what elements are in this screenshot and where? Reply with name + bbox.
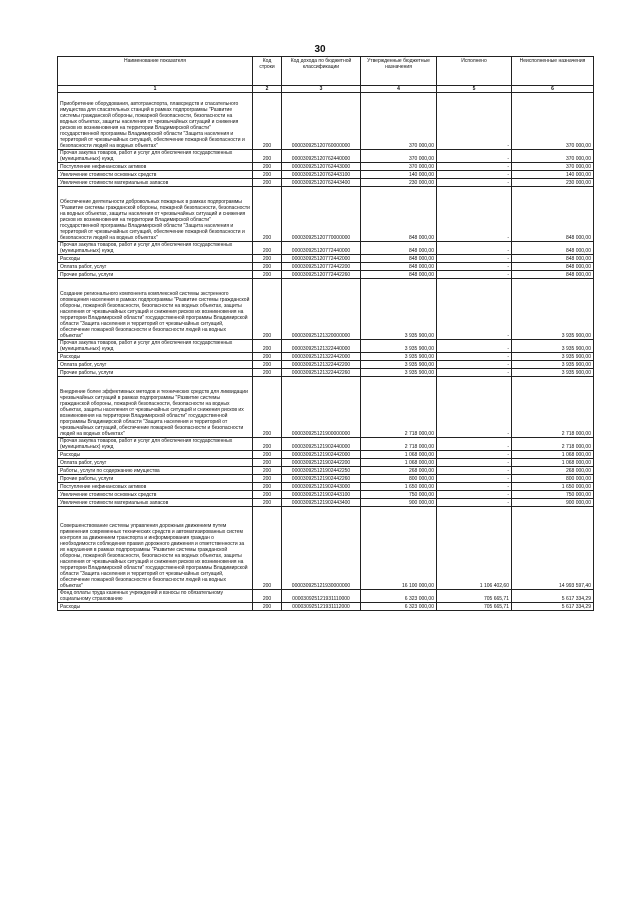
row-classification-code: 000030925121322440000 <box>282 340 361 353</box>
row-classification-code: 000030925120760000000 <box>282 93 361 150</box>
row-line-code: 200 <box>253 377 282 438</box>
row-executed-amount: - <box>437 353 512 361</box>
row-indicator-name: Обеспечение деятельности добровольных пожарных в рамках подпрограммы "Развитие системы гражданской обороны, пожарной безопасности, безопасности на водных объектах, защиты населения от чрезвычайных ситуаций и снижения рисков их возникновения на территории Владимирской области" государственной программы Владимирской области "Защита населения и территорий от чрезвычайных ситуаций, обеспечение пожарной безопасности и безопасности людей на водных объектах" <box>58 187 253 242</box>
row-executed-amount: - <box>437 242 512 255</box>
row-executed-amount: - <box>437 93 512 150</box>
row-line-code: 200 <box>253 507 282 590</box>
row-indicator-name: Создание регионального компонента комплексной системы экстренного оповещения населения в рамках подпрограммы "Развитие системы гражданской обороны, пожарной безопасности, безопасности на водных объектах, защиты населения от чрезвычайных ситуаций и снижения рисков их возникновения на территории Владимирской области" государственной программы Владимирской области "Защита населения и территорий от чрезвычайных ситуаций, обеспечение пожарной безопасности и безопасности людей на водных объектах" <box>58 279 253 340</box>
row-executed-amount: - <box>437 361 512 369</box>
row-executed-amount: 705 665,71 <box>437 603 512 611</box>
row-executed-amount: - <box>437 340 512 353</box>
row-unexecuted-amount: 848 000,00 <box>512 187 594 242</box>
row-line-code: 200 <box>253 467 282 475</box>
row-classification-code: 000030925121900000000 <box>282 377 361 438</box>
row-approved-amount: 848 000,00 <box>361 271 437 279</box>
row-unexecuted-amount: 900 000,00 <box>512 499 594 507</box>
row-executed-amount: - <box>437 171 512 179</box>
table-section-row <box>58 507 594 590</box>
column-number: 3 <box>282 86 361 93</box>
row-approved-amount: 800 000,00 <box>361 475 437 483</box>
row-executed-amount: 1 106 402,60 <box>437 507 512 590</box>
table-row <box>58 361 594 369</box>
table-row <box>58 163 594 171</box>
row-executed-amount: - <box>437 377 512 438</box>
table-row <box>58 271 594 279</box>
row-line-code: 200 <box>253 255 282 263</box>
row-line-code: 200 <box>253 179 282 187</box>
row-indicator-name: Приобретение оборудования, автотранспорта, плавсредств и спасательного имущества для спасательных станций в рамках подпрограммы "Развитие системы гражданской обороны, пожарной безопасности, безопасности на водных объектах, защиты населения от чрезвычайных ситуаций и снижения рисков их возникновения на территории Владимирской области" государственной программы Владимирской области "Защита населения и территорий от чрезвычайных ситуаций, обеспечение пожарной безопасности и безопасности людей на водных объектах" <box>58 93 253 150</box>
row-indicator-name: Расходы <box>58 353 253 361</box>
row-classification-code: 000030925120762443000 <box>282 163 361 171</box>
header-classification-code: Код дохода по бюджетной классификации <box>282 57 361 86</box>
row-unexecuted-amount: 5 617 334,29 <box>512 590 594 603</box>
row-unexecuted-amount: 848 000,00 <box>512 255 594 263</box>
row-unexecuted-amount: 268 000,00 <box>512 467 594 475</box>
row-indicator-name: Поступление нефинансовых активов <box>58 163 253 171</box>
row-unexecuted-amount: 5 617 334,29 <box>512 603 594 611</box>
column-number: 5 <box>437 86 512 93</box>
row-line-code: 200 <box>253 93 282 150</box>
row-classification-code: 000030925120772442260 <box>282 271 361 279</box>
row-line-code: 200 <box>253 263 282 271</box>
table-row <box>58 171 594 179</box>
row-approved-amount: 848 000,00 <box>361 187 437 242</box>
row-executed-amount: - <box>437 263 512 271</box>
row-line-code: 200 <box>253 171 282 179</box>
row-approved-amount: 2 718 000,00 <box>361 438 437 451</box>
table-row <box>58 491 594 499</box>
column-number: 6 <box>512 86 594 93</box>
row-approved-amount: 848 000,00 <box>361 242 437 255</box>
row-classification-code: 000030925120762440000 <box>282 150 361 163</box>
row-indicator-name: Увеличение стоимости основных средств <box>58 491 253 499</box>
row-executed-amount: - <box>437 467 512 475</box>
row-executed-amount: - <box>437 499 512 507</box>
row-unexecuted-amount: 848 000,00 <box>512 242 594 255</box>
row-classification-code: 000030925120772440000 <box>282 242 361 255</box>
row-approved-amount: 2 718 000,00 <box>361 377 437 438</box>
row-approved-amount: 268 000,00 <box>361 467 437 475</box>
row-line-code: 200 <box>253 491 282 499</box>
row-approved-amount: 1 650 000,00 <box>361 483 437 491</box>
table-row <box>58 467 594 475</box>
row-line-code: 200 <box>253 242 282 255</box>
header-unexecuted: Неисполненные назначения <box>512 57 594 86</box>
row-approved-amount: 1 068 000,00 <box>361 451 437 459</box>
row-unexecuted-amount: 370 000,00 <box>512 163 594 171</box>
row-line-code: 200 <box>253 483 282 491</box>
row-indicator-name: Прочая закупка товаров, работ и услуг для обеспечения государственных (муниципальных) нужд <box>58 340 253 353</box>
row-indicator-name: Расходы <box>58 451 253 459</box>
row-unexecuted-amount: 3 935 900,00 <box>512 353 594 361</box>
row-classification-code: 000030925120772442200 <box>282 263 361 271</box>
column-number: 4 <box>361 86 437 93</box>
row-classification-code: 000030925121902442200 <box>282 459 361 467</box>
table-row <box>58 353 594 361</box>
row-unexecuted-amount: 1 068 000,00 <box>512 459 594 467</box>
row-approved-amount: 140 000,00 <box>361 171 437 179</box>
row-indicator-name: Внедрение более эффективных методов и технических средств для ликвидации чрезвычайных ситуаций в рамках подпрограммы "Развитие системы гражданской обороны, пожарной безопасности, безопасности на водных объектах, защиты населения от чрезвычайных ситуаций и снижения рисков их возникновения на территории Владимирской области" государственной программы Владимирской области "Защита населения и территорий от чрезвычайных ситуаций, обеспечение пожарной безопасности и безопасности людей на водных объектах" <box>58 377 253 438</box>
row-executed-amount: - <box>437 369 512 377</box>
table-row <box>58 499 594 507</box>
row-unexecuted-amount: 230 000,00 <box>512 179 594 187</box>
row-unexecuted-amount: 3 935 900,00 <box>512 361 594 369</box>
row-classification-code: 000030925121902443400 <box>282 499 361 507</box>
row-classification-code: 000030925121931112000 <box>282 603 361 611</box>
table-header-row <box>58 57 594 86</box>
row-classification-code: 000030925120772442000 <box>282 255 361 263</box>
row-indicator-name: Оплата работ, услуг <box>58 361 253 369</box>
row-classification-code: 000030925121902443100 <box>282 491 361 499</box>
row-executed-amount: - <box>437 255 512 263</box>
row-approved-amount: 230 000,00 <box>361 179 437 187</box>
row-approved-amount: 6 323 000,00 <box>361 590 437 603</box>
row-unexecuted-amount: 14 993 597,40 <box>512 507 594 590</box>
table-row <box>58 179 594 187</box>
row-executed-amount: - <box>437 279 512 340</box>
header-approved: Утвержденные бюджетные назначения <box>361 57 437 86</box>
table-row <box>58 263 594 271</box>
row-unexecuted-amount: 370 000,00 <box>512 93 594 150</box>
table-row <box>58 255 594 263</box>
row-line-code: 200 <box>253 353 282 361</box>
row-line-code: 200 <box>253 187 282 242</box>
row-indicator-name: Оплата работ, услуг <box>58 459 253 467</box>
row-indicator-name: Поступление нефинансовых активов <box>58 483 253 491</box>
row-classification-code: 000030925121902442260 <box>282 475 361 483</box>
row-line-code: 200 <box>253 369 282 377</box>
column-number: 1 <box>58 86 253 93</box>
table-row <box>58 483 594 491</box>
row-indicator-name: Прочие работы, услуги <box>58 475 253 483</box>
row-approved-amount: 750 000,00 <box>361 491 437 499</box>
row-line-code: 200 <box>253 475 282 483</box>
row-indicator-name: Прочая закупка товаров, работ и услуг для обеспечения государственных (муниципальных) нужд <box>58 438 253 451</box>
row-executed-amount: - <box>437 163 512 171</box>
row-classification-code: 000030925121931110000 <box>282 590 361 603</box>
row-unexecuted-amount: 370 000,00 <box>512 150 594 163</box>
row-indicator-name: Прочие работы, услуги <box>58 271 253 279</box>
row-unexecuted-amount: 3 935 900,00 <box>512 369 594 377</box>
row-approved-amount: 848 000,00 <box>361 263 437 271</box>
row-classification-code: 000030925121902442000 <box>282 451 361 459</box>
row-indicator-name: Фонд оплаты труда казенных учреждений и взносы по обязательному социальному страхованию <box>58 590 253 603</box>
row-approved-amount: 3 935 900,00 <box>361 340 437 353</box>
row-unexecuted-amount: 1 068 000,00 <box>512 451 594 459</box>
table-row <box>58 438 594 451</box>
header-indicator-name: Наименование показателя <box>58 57 253 86</box>
column-number-row <box>58 86 594 93</box>
row-executed-amount: - <box>437 459 512 467</box>
row-line-code: 200 <box>253 459 282 467</box>
row-line-code: 200 <box>253 451 282 459</box>
row-approved-amount: 370 000,00 <box>361 93 437 150</box>
header-line-code: Код строки <box>253 57 282 86</box>
row-indicator-name: Расходы <box>58 603 253 611</box>
row-classification-code: 000030925121930000000 <box>282 507 361 590</box>
page-number: 30 <box>314 44 326 55</box>
table-row <box>58 242 594 255</box>
row-approved-amount: 900 000,00 <box>361 499 437 507</box>
row-line-code: 200 <box>253 150 282 163</box>
row-indicator-name: Работы, услуги по содержанию имущества <box>58 467 253 475</box>
row-executed-amount: - <box>437 150 512 163</box>
row-classification-code: 000030925120762443400 <box>282 179 361 187</box>
row-unexecuted-amount: 1 650 000,00 <box>512 483 594 491</box>
row-executed-amount: - <box>437 451 512 459</box>
row-classification-code: 000030925121320000000 <box>282 279 361 340</box>
row-line-code: 200 <box>253 271 282 279</box>
row-classification-code: 000030925121902442250 <box>282 467 361 475</box>
row-indicator-name: Совершенствование системы управления дорожным движением путем применения современных технических средств и автоматизированных систем контроля за движением транспорта и информирования граждан о необходимости соблюдения правил дорожного движения и ответственности за их нарушения в рамках подпрограммы "Развитие системы гражданской обороны, пожарной безопасности, безопасности на водных объектах, защиты населения от чрезвычайных ситуаций и снижения рисков их возникновения на территории Владимирской области" государственной программы Владимирской области "Защита населения и территорий от чрезвычайных ситуаций, обеспечение пожарной безопасности и безопасности людей на водных объектах" <box>58 507 253 590</box>
row-unexecuted-amount: 2 718 000,00 <box>512 438 594 451</box>
row-line-code: 200 <box>253 438 282 451</box>
row-line-code: 200 <box>253 499 282 507</box>
table-section-row <box>58 93 594 150</box>
table-row <box>58 150 594 163</box>
row-approved-amount: 3 935 900,00 <box>361 279 437 340</box>
row-indicator-name: Прочие работы, услуги <box>58 369 253 377</box>
row-classification-code: 000030925120770000000 <box>282 187 361 242</box>
row-unexecuted-amount: 2 718 000,00 <box>512 377 594 438</box>
table-section-row <box>58 279 594 340</box>
table-row <box>58 603 594 611</box>
row-approved-amount: 848 000,00 <box>361 255 437 263</box>
row-line-code: 200 <box>253 279 282 340</box>
row-executed-amount: - <box>437 483 512 491</box>
table-row <box>58 459 594 467</box>
row-indicator-name: Прочая закупка товаров, работ и услуг для обеспечения государственных (муниципальных) нужд <box>58 150 253 163</box>
table-row <box>58 340 594 353</box>
row-unexecuted-amount: 3 935 900,00 <box>512 279 594 340</box>
budget-report-table <box>57 56 594 611</box>
row-unexecuted-amount: 848 000,00 <box>512 271 594 279</box>
row-executed-amount: - <box>437 179 512 187</box>
row-line-code: 200 <box>253 340 282 353</box>
row-approved-amount: 3 935 900,00 <box>361 361 437 369</box>
column-number: 2 <box>253 86 282 93</box>
table-row <box>58 369 594 377</box>
row-classification-code: 000030925121902440000 <box>282 438 361 451</box>
row-unexecuted-amount: 140 000,00 <box>512 171 594 179</box>
row-line-code: 200 <box>253 603 282 611</box>
row-executed-amount: - <box>437 271 512 279</box>
table-body <box>58 93 594 611</box>
row-executed-amount: - <box>437 491 512 499</box>
row-indicator-name: Оплата работ, услуг <box>58 263 253 271</box>
row-indicator-name: Увеличение стоимости материальных запасов <box>58 499 253 507</box>
table-row <box>58 475 594 483</box>
row-approved-amount: 3 935 900,00 <box>361 369 437 377</box>
table-row <box>58 590 594 603</box>
row-classification-code: 000030925121902443000 <box>282 483 361 491</box>
row-classification-code: 000030925121322442260 <box>282 369 361 377</box>
row-approved-amount: 370 000,00 <box>361 150 437 163</box>
row-approved-amount: 1 068 000,00 <box>361 459 437 467</box>
row-line-code: 200 <box>253 361 282 369</box>
table-row <box>58 451 594 459</box>
row-unexecuted-amount: 848 000,00 <box>512 263 594 271</box>
row-unexecuted-amount: 750 000,00 <box>512 491 594 499</box>
header-executed: Исполнено <box>437 57 512 86</box>
row-executed-amount: 705 665,71 <box>437 590 512 603</box>
row-indicator-name: Увеличение стоимости основных средств <box>58 171 253 179</box>
table-section-row <box>58 187 594 242</box>
row-executed-amount: - <box>437 475 512 483</box>
table-section-row <box>58 377 594 438</box>
row-line-code: 200 <box>253 590 282 603</box>
row-approved-amount: 3 935 900,00 <box>361 353 437 361</box>
row-indicator-name: Прочая закупка товаров, работ и услуг для обеспечения государственных (муниципальных) нужд <box>58 242 253 255</box>
row-line-code: 200 <box>253 163 282 171</box>
row-approved-amount: 6 323 000,00 <box>361 603 437 611</box>
row-classification-code: 000030925120762443100 <box>282 171 361 179</box>
row-executed-amount: - <box>437 438 512 451</box>
row-classification-code: 000030925121322442000 <box>282 353 361 361</box>
row-approved-amount: 370 000,00 <box>361 163 437 171</box>
row-unexecuted-amount: 3 935 900,00 <box>512 340 594 353</box>
row-approved-amount: 16 100 000,00 <box>361 507 437 590</box>
row-unexecuted-amount: 800 000,00 <box>512 475 594 483</box>
row-classification-code: 000030925121322442200 <box>282 361 361 369</box>
row-indicator-name: Увеличение стоимости материальных запасов <box>58 179 253 187</box>
row-indicator-name: Расходы <box>58 255 253 263</box>
row-executed-amount: - <box>437 187 512 242</box>
